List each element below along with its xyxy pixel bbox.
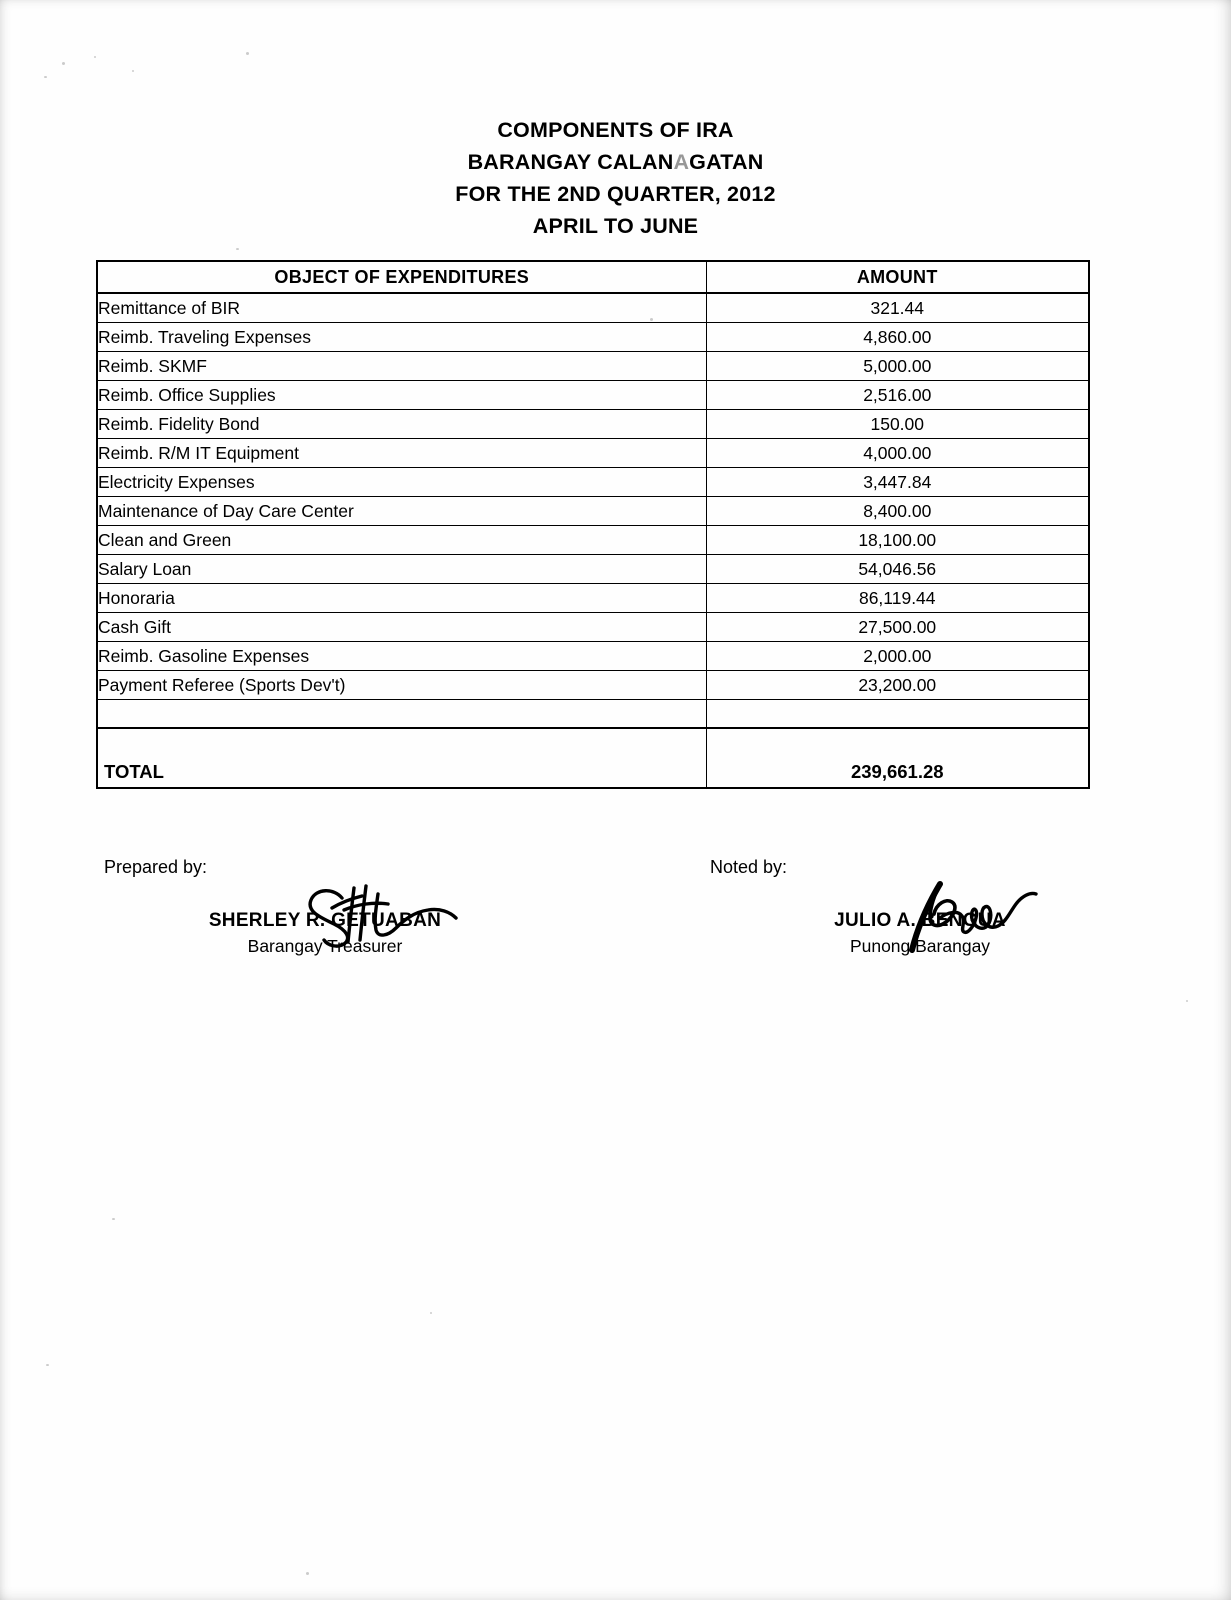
expenditures-table	[96, 260, 1090, 789]
cell-amount: 23,200.00	[706, 671, 1089, 700]
title-line-2	[0, 146, 1231, 178]
prepared-by-name: SHERLEY R. GETUABAN	[208, 910, 442, 931]
cell-amount: 2,516.00	[706, 381, 1089, 410]
cell-object-of-expenditures: Clean and Green	[97, 526, 706, 555]
document-title-block	[0, 114, 1231, 242]
title-line-3: FOR THE 2ND QUARTER, 2012	[455, 182, 776, 206]
table-row	[97, 642, 1089, 671]
signature-block-prepared-by	[104, 856, 624, 957]
cell-object-of-expenditures: Reimb. SKMF	[97, 352, 706, 381]
table-row-blank	[97, 700, 1089, 729]
total-label: TOTAL	[97, 728, 706, 788]
scan-artifact	[132, 70, 134, 72]
cell-object-of-expenditures: Electricity Expenses	[97, 468, 706, 497]
cell-amount: 3,447.84	[706, 468, 1089, 497]
cell-object-of-expenditures: Reimb. Gasoline Expenses	[97, 642, 706, 671]
cell-object-of-expenditures: Reimb. Office Supplies	[97, 381, 706, 410]
table-row	[97, 526, 1089, 555]
prepared-by-names	[104, 910, 624, 957]
cell-amount: 8,400.00	[706, 497, 1089, 526]
table-row	[97, 439, 1089, 468]
cell-amount	[706, 700, 1089, 729]
cell-object-of-expenditures	[97, 700, 706, 729]
cell-amount: 5,000.00	[706, 352, 1089, 381]
prepared-by-label: Prepared by:	[104, 857, 208, 877]
table-header-row	[97, 261, 1089, 293]
cell-object-of-expenditures: Honoraria	[97, 584, 706, 613]
column-header-amount: AMOUNT	[706, 261, 1089, 293]
scan-artifact	[44, 76, 47, 78]
cell-amount: 4,000.00	[706, 439, 1089, 468]
scan-artifact	[246, 52, 249, 55]
expenditures-table-container	[96, 260, 1088, 789]
total-amount: 239,661.28	[706, 728, 1089, 788]
cell-object-of-expenditures: Reimb. Fidelity Bond	[97, 410, 706, 439]
table-row	[97, 323, 1089, 352]
scan-artifact	[46, 1364, 49, 1366]
cell-amount: 2,000.00	[706, 642, 1089, 671]
table-row	[97, 381, 1089, 410]
signature-block-noted-by	[710, 856, 1140, 957]
cell-amount: 4,860.00	[706, 323, 1089, 352]
title-line-2-part-a: BARANGAY CALAN	[467, 150, 674, 174]
scan-artifact	[236, 248, 239, 250]
table-row	[97, 352, 1089, 381]
scan-artifact	[430, 1312, 432, 1314]
table-footer	[97, 728, 1089, 788]
noted-by-names	[710, 910, 1140, 957]
scan-artifact	[112, 1218, 115, 1220]
table-row	[97, 555, 1089, 584]
cell-amount: 86,119.44	[706, 584, 1089, 613]
cell-amount: 321.44	[706, 293, 1089, 323]
table-header	[97, 261, 1089, 293]
table-row	[97, 613, 1089, 642]
cell-object-of-expenditures: Reimb. R/M IT Equipment	[97, 439, 706, 468]
cell-object-of-expenditures: Reimb. Traveling Expenses	[97, 323, 706, 352]
table-row	[97, 497, 1089, 526]
scan-artifact	[94, 56, 96, 58]
table-row	[97, 410, 1089, 439]
cell-object-of-expenditures: Salary Loan	[97, 555, 706, 584]
table-row	[97, 671, 1089, 700]
table-row	[97, 584, 1089, 613]
scan-artifact	[62, 62, 65, 65]
prepared-by-role: Barangay Treasurer	[247, 936, 403, 956]
table-row	[97, 293, 1089, 323]
cell-amount: 18,100.00	[706, 526, 1089, 555]
total-row	[97, 728, 1089, 788]
cell-object-of-expenditures: Maintenance of Day Care Center	[97, 497, 706, 526]
title-line-2-faded-char: A	[673, 150, 690, 174]
cell-amount: 150.00	[706, 410, 1089, 439]
cell-object-of-expenditures: Payment Referee (Sports Dev't)	[97, 671, 706, 700]
cell-object-of-expenditures: Cash Gift	[97, 613, 706, 642]
noted-by-label: Noted by:	[710, 857, 788, 877]
noted-by-name: JULIO A. BENGUA	[834, 910, 1006, 931]
noted-by-role: Punong Barangay	[849, 936, 991, 956]
cell-amount: 54,046.56	[706, 555, 1089, 584]
scan-artifact	[1186, 1000, 1188, 1002]
scan-artifact	[306, 1572, 309, 1575]
cell-object-of-expenditures: Remittance of BIR	[97, 293, 706, 323]
table-row	[97, 468, 1089, 497]
title-line-2-part-b: GATAN	[689, 150, 764, 174]
signature-area	[0, 856, 1231, 986]
title-line-1: COMPONENTS OF IRA	[497, 118, 734, 142]
cell-amount: 27,500.00	[706, 613, 1089, 642]
column-header-object-of-expenditures: OBJECT OF EXPENDITURES	[97, 261, 706, 293]
table-body	[97, 293, 1089, 728]
title-line-4: APRIL TO JUNE	[532, 214, 699, 238]
